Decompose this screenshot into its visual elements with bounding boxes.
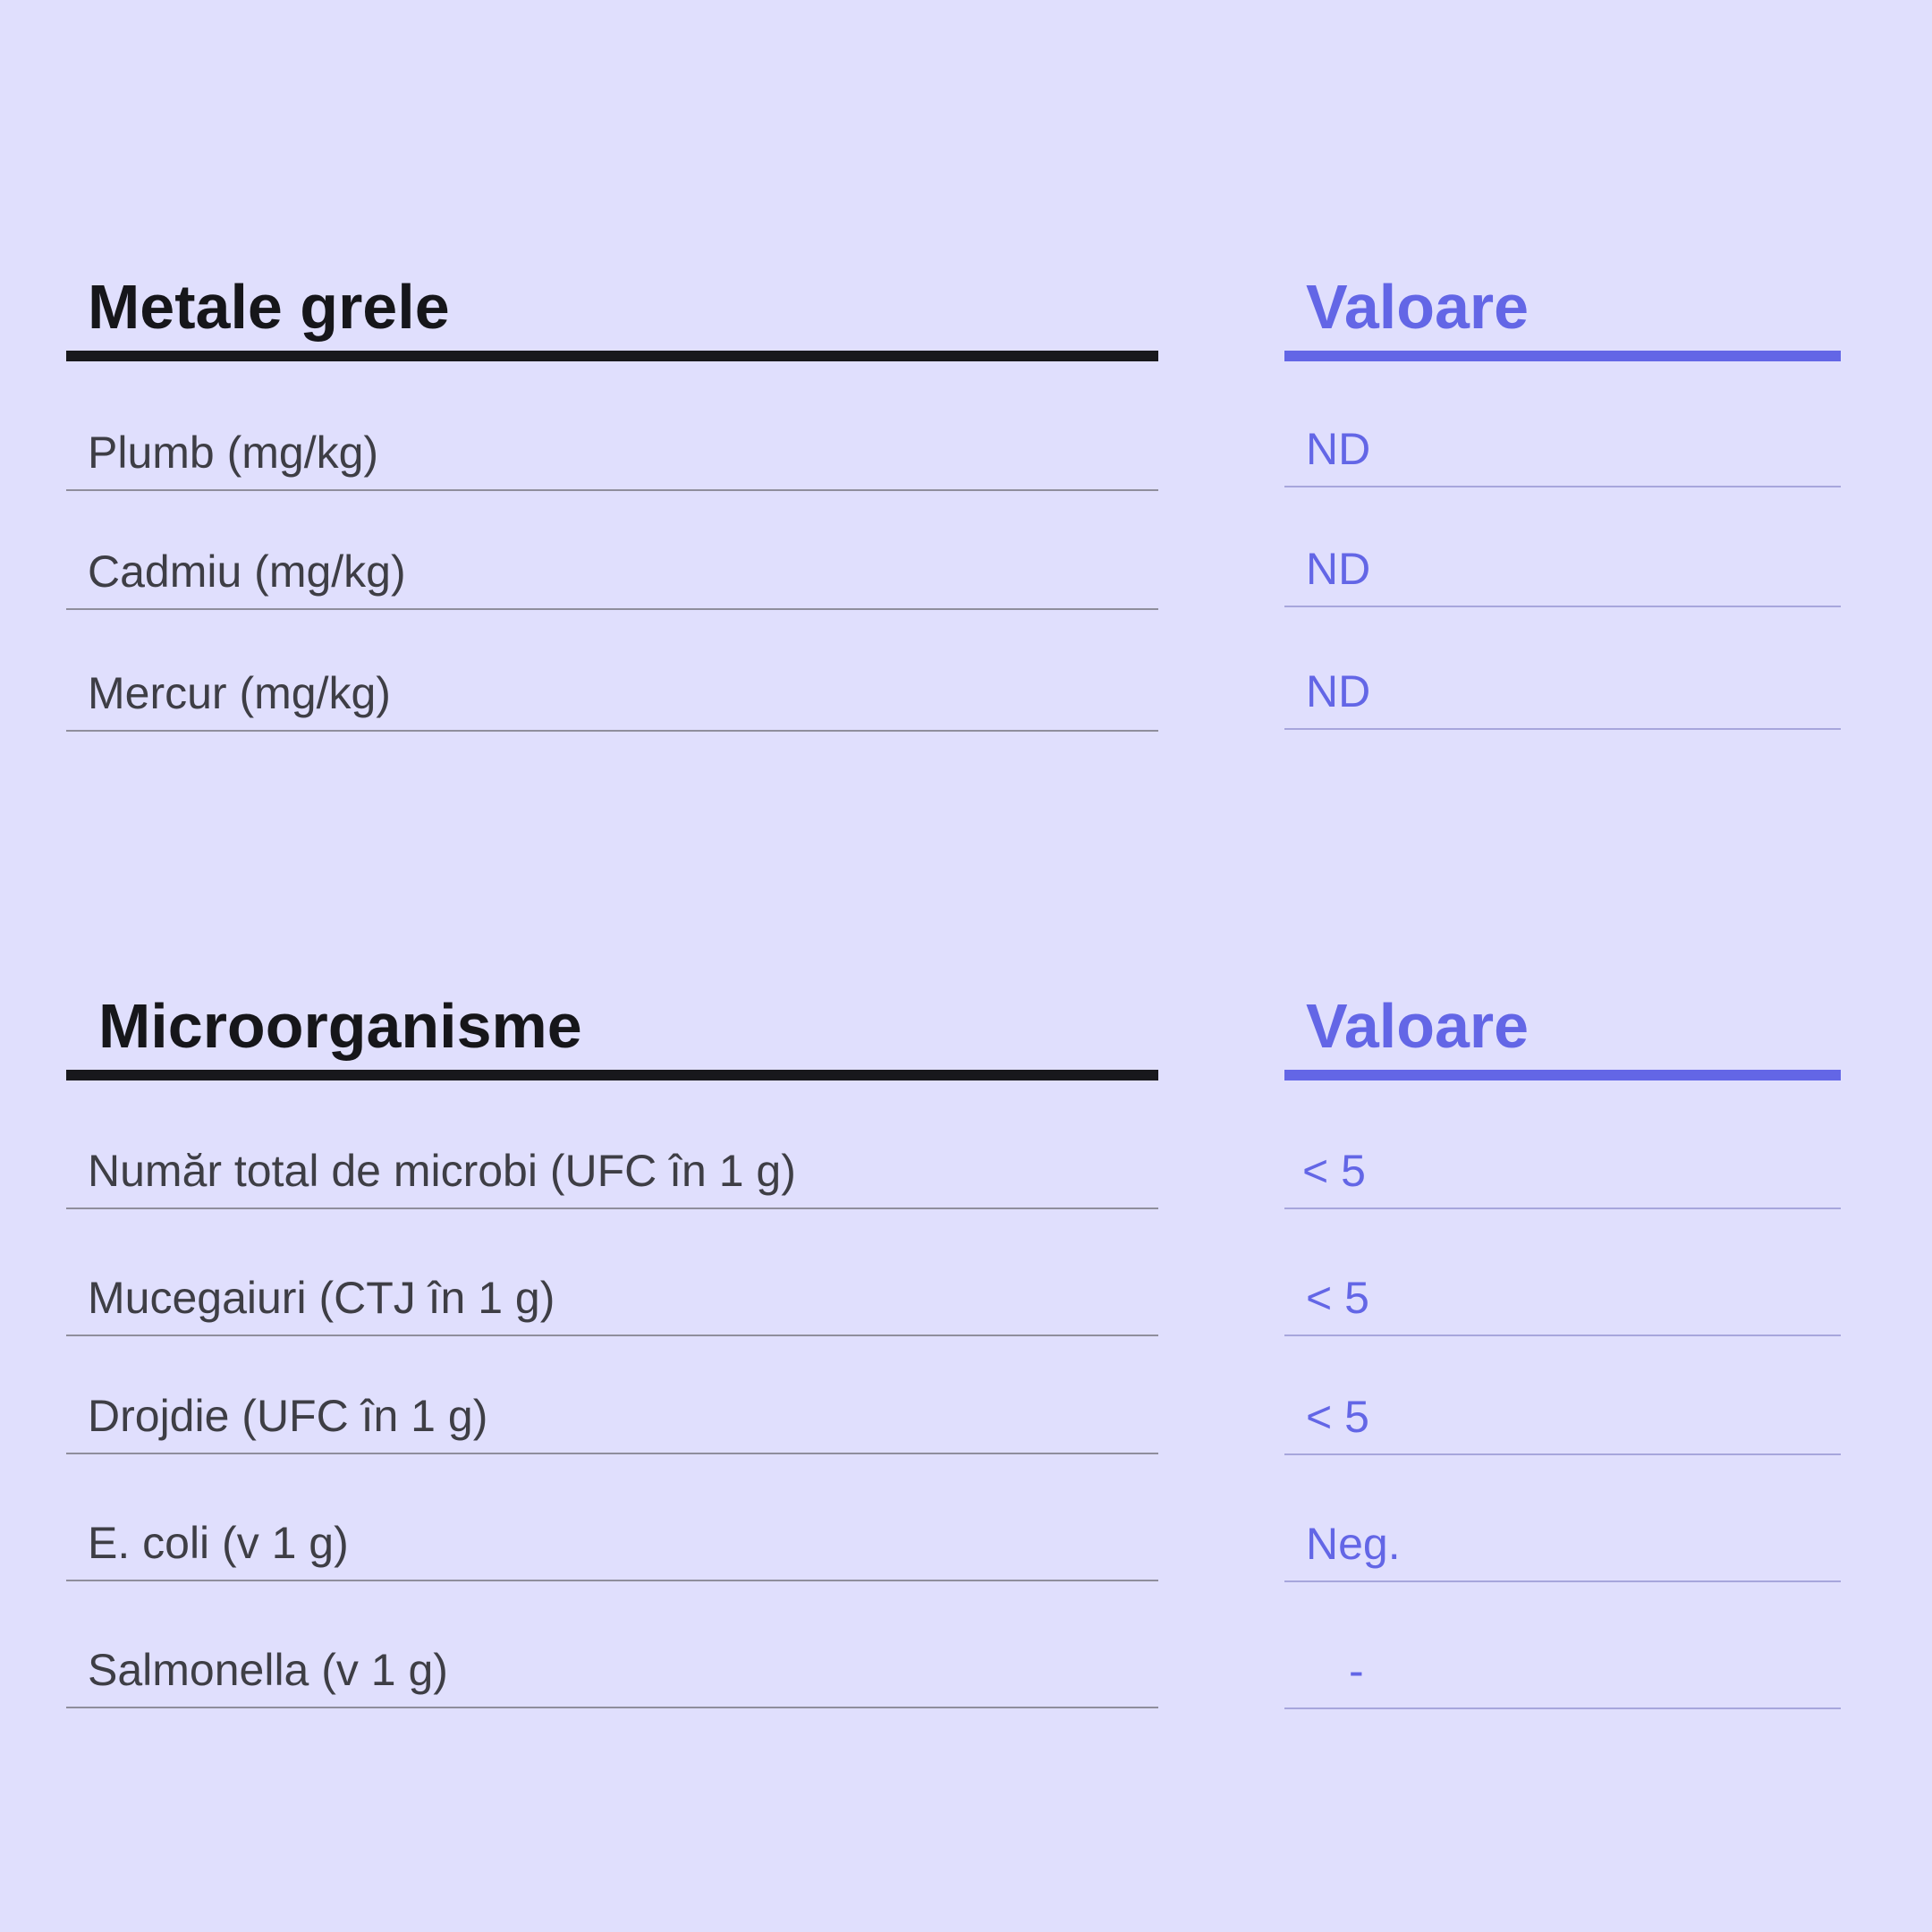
row-value: ND (1306, 544, 1371, 594)
row-divider (66, 730, 1158, 732)
value-header-rule (1284, 351, 1841, 361)
row-divider (66, 1707, 1158, 1708)
row-label: Drojdie (UFC în 1 g) (88, 1391, 488, 1441)
row-divider (1284, 1580, 1841, 1582)
table-row (66, 1462, 1158, 1581)
row-value: Neg. (1306, 1519, 1401, 1569)
row-value: ND (1306, 666, 1371, 716)
table-row (1284, 1089, 1841, 1209)
microorganisms-title: Microorganisme (98, 991, 582, 1061)
row-label: Salmonella (v 1 g) (88, 1645, 448, 1695)
table-row (1284, 487, 1841, 607)
row-label: E. coli (v 1 g) (88, 1518, 349, 1568)
row-divider (66, 1580, 1158, 1581)
row-label: Mucegaiuri (CTJ în 1 g) (88, 1273, 555, 1323)
value-header-title: Valoare (1306, 991, 1530, 1061)
row-divider (1284, 1453, 1841, 1455)
heavy-metals-value-header (1284, 268, 1841, 361)
row-value: < 5 (1302, 1146, 1366, 1196)
table-row (1284, 1462, 1841, 1582)
row-value: < 5 (1306, 1392, 1369, 1442)
row-divider (66, 1208, 1158, 1209)
heavy-metals-title: Metale grele (88, 272, 450, 342)
table-row (1284, 610, 1841, 730)
value-header-rule (1284, 1070, 1841, 1080)
table-row (1284, 1589, 1841, 1709)
table-row (66, 490, 1158, 610)
heavy-metals-header-rule (66, 351, 1158, 361)
row-divider (1284, 1208, 1841, 1209)
table-row (66, 1335, 1158, 1454)
row-divider (1284, 606, 1841, 607)
table-row (66, 1216, 1158, 1336)
row-divider (1284, 1707, 1841, 1709)
microorganisms-header (66, 987, 1158, 1080)
table-row (66, 371, 1158, 491)
row-label: Număr total de microbi (UFC în 1 g) (88, 1146, 796, 1196)
table-row (1284, 1335, 1841, 1455)
row-label: Cadmiu (mg/kg) (88, 547, 406, 597)
row-divider (66, 608, 1158, 610)
row-divider (1284, 728, 1841, 730)
row-value: < 5 (1306, 1273, 1369, 1323)
table-row (1284, 1216, 1841, 1336)
row-label: Plumb (mg/kg) (88, 428, 379, 478)
row-value: ND (1306, 424, 1371, 474)
value-header-title: Valoare (1306, 272, 1530, 342)
row-label: Mercur (mg/kg) (88, 668, 391, 718)
table-row (66, 612, 1158, 732)
heavy-metals-header (66, 268, 1158, 361)
row-divider (66, 1453, 1158, 1454)
table-row (66, 1589, 1158, 1708)
microorganisms-value-header (1284, 987, 1841, 1080)
table-row (1284, 368, 1841, 487)
table-row (66, 1089, 1158, 1209)
row-value: - (1349, 1646, 1364, 1696)
microorganisms-header-rule (66, 1070, 1158, 1080)
